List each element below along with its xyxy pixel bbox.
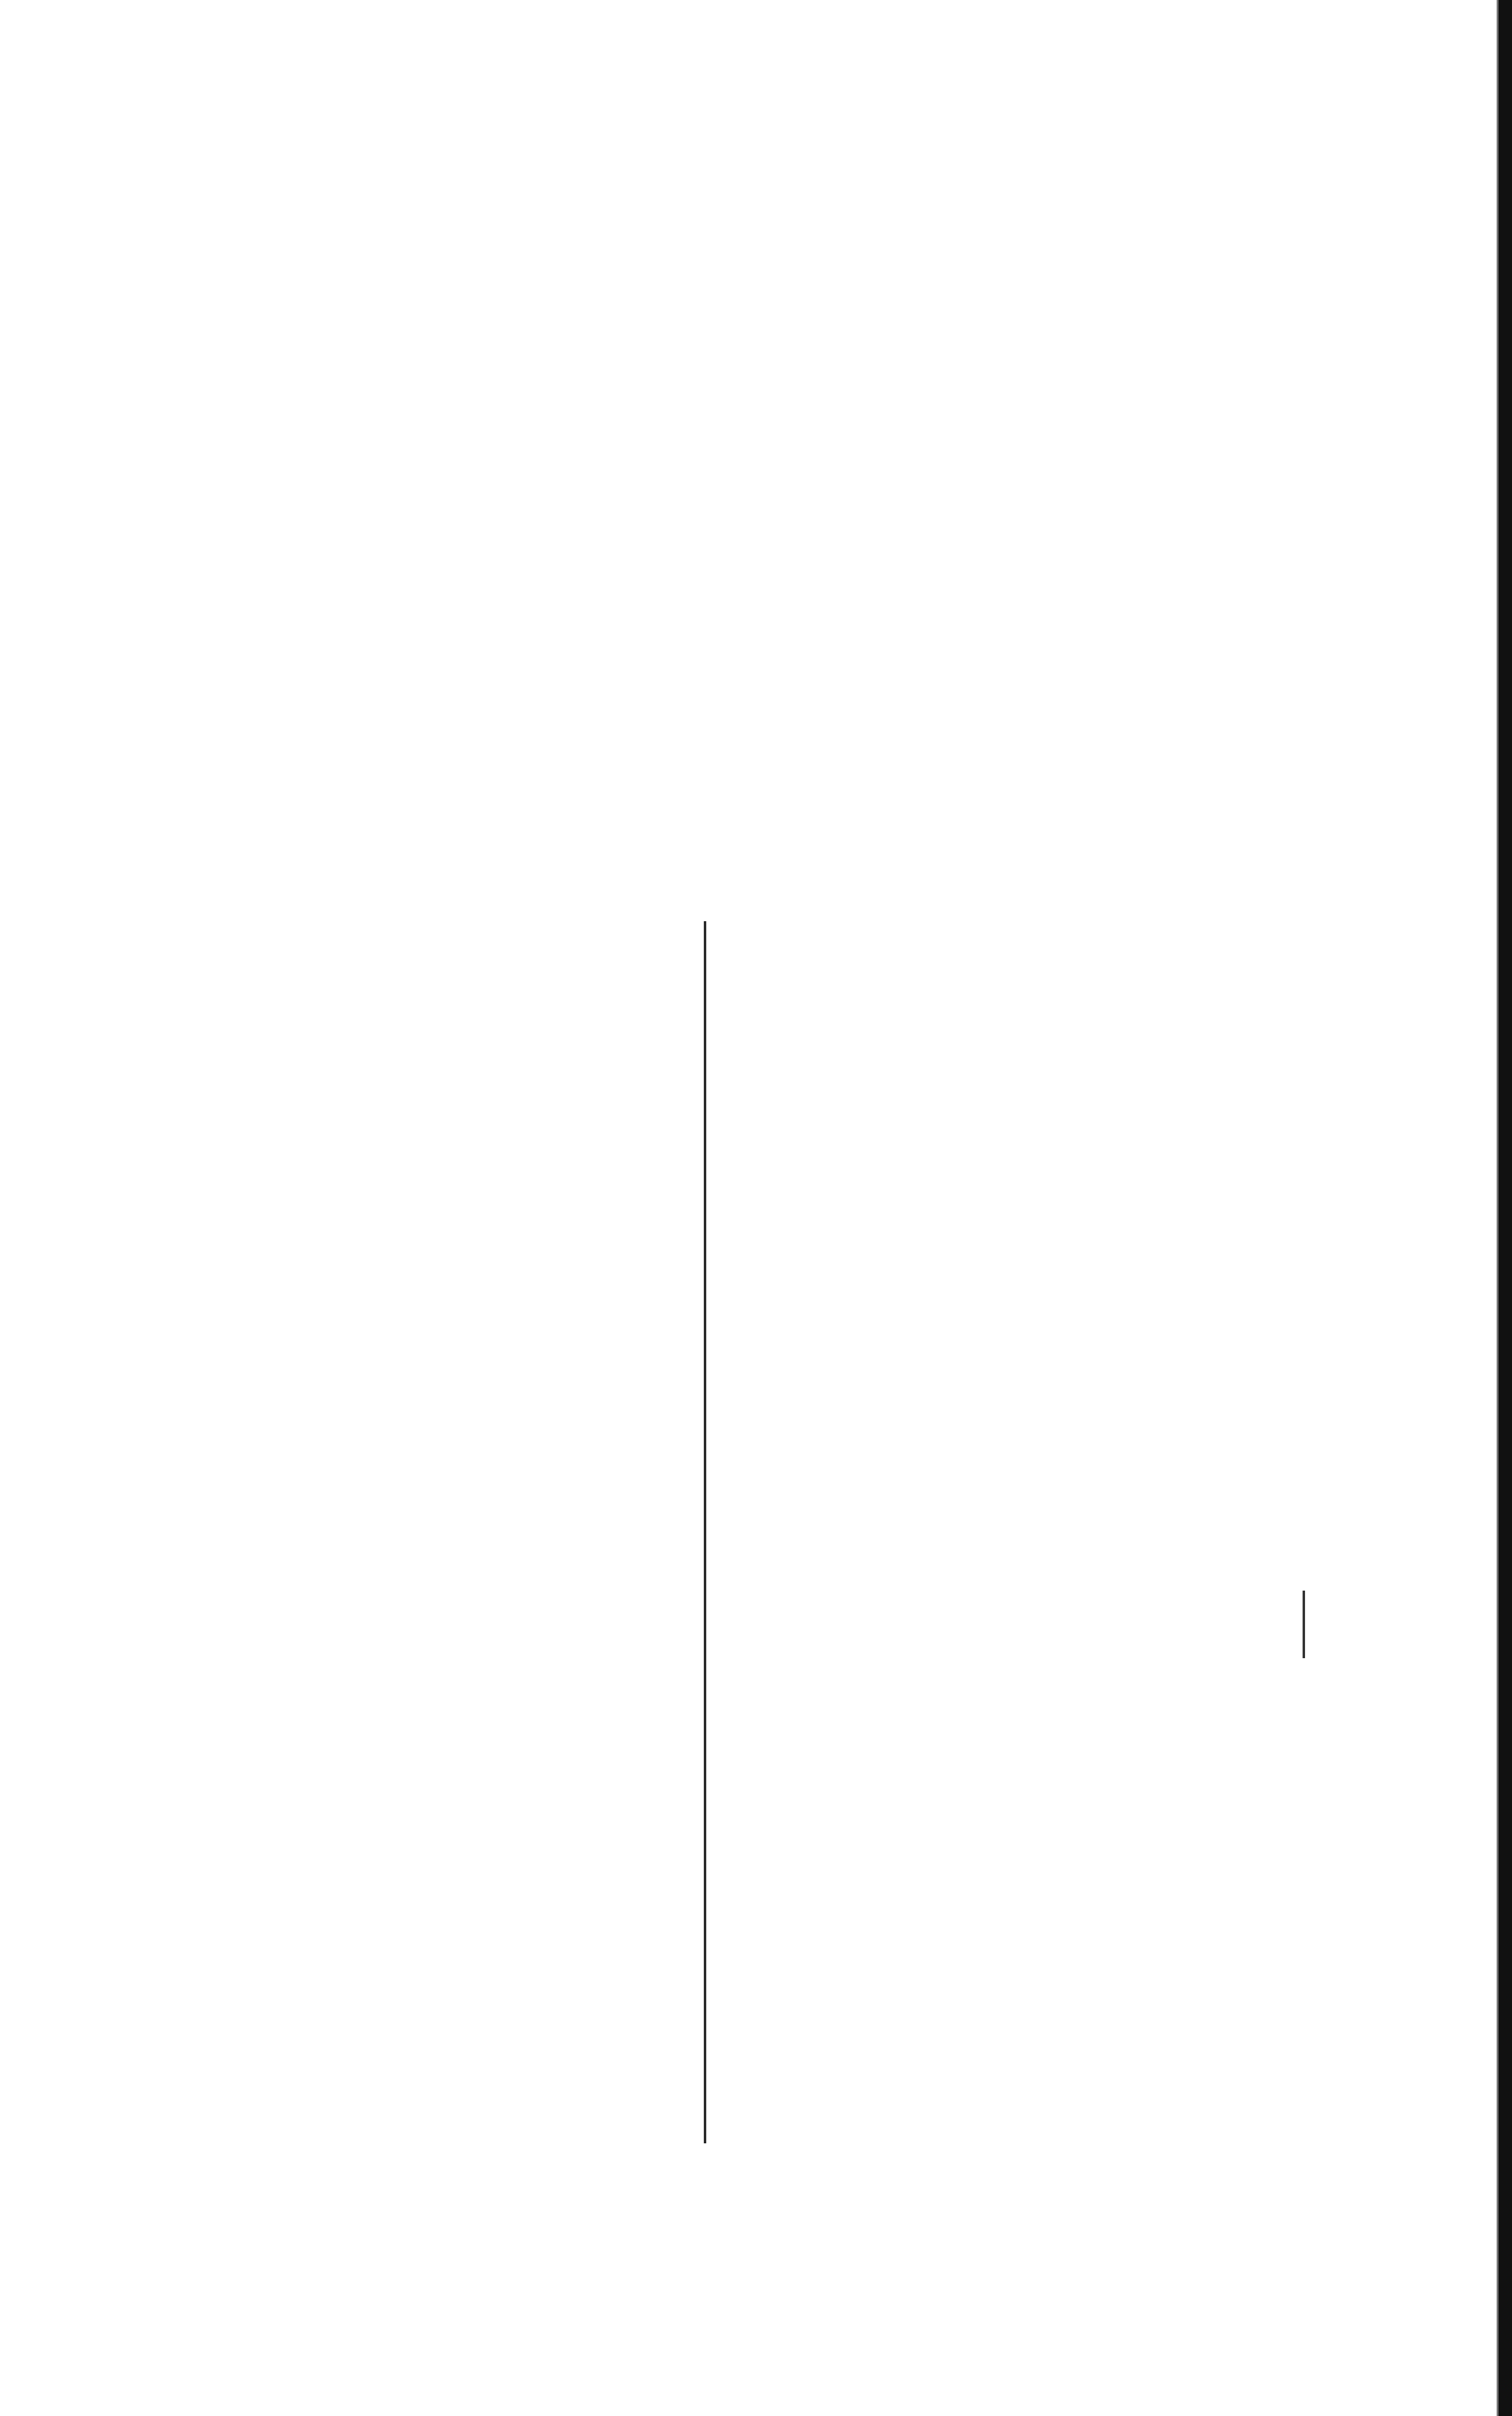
page-header [0, 154, 1512, 203]
margin-mark [1303, 1591, 1305, 1658]
page-edge [1498, 0, 1512, 2416]
page-edge-line [1497, 0, 1498, 2416]
column-divider [704, 921, 706, 2143]
